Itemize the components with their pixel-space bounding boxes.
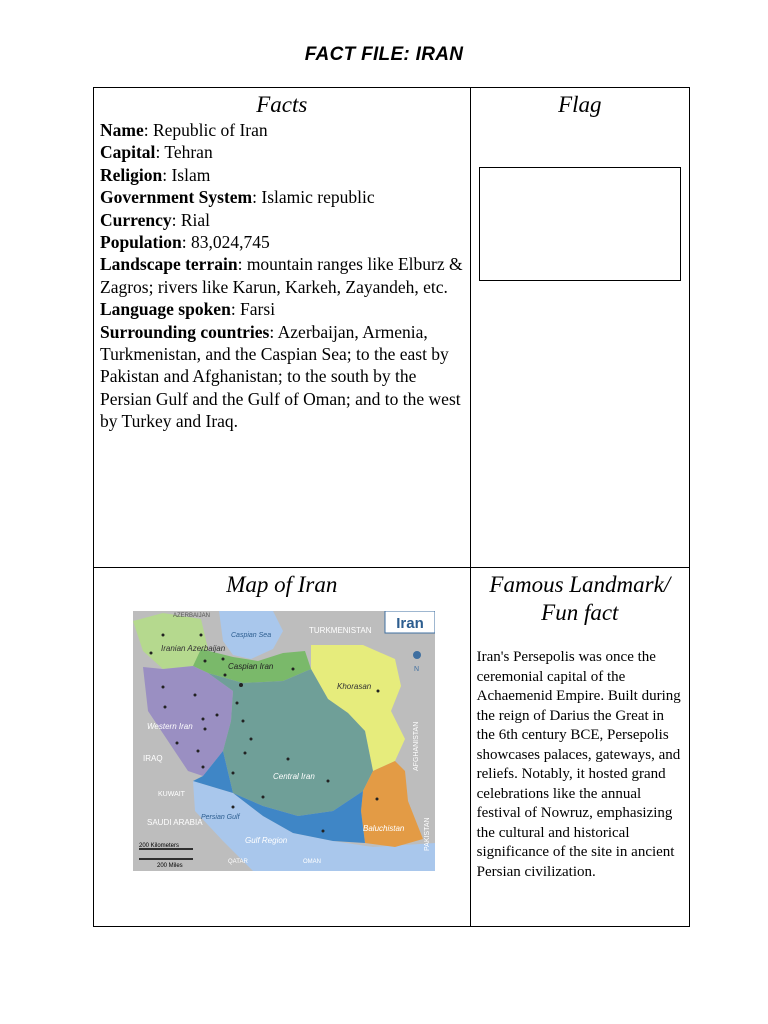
fact-name: Name: Republic of Iran [100, 120, 268, 140]
facts-list [94, 119, 470, 433]
iran-map-svg [133, 611, 435, 871]
map-label-khorasan: Khorasan [337, 682, 372, 691]
map-brand: Iran [396, 615, 424, 632]
map-label-iraq: IRAQ [143, 754, 163, 763]
map-label-central-iran: Central Iran [273, 772, 315, 781]
flag-heading: Flag [558, 92, 602, 117]
fact-capital: Capital: Tehran [100, 142, 213, 163]
facts-cell [94, 88, 471, 568]
map-label-western-iran: Western Iran [147, 722, 193, 731]
landmark-text: Iran's Persepolis was once the ceremonial capital of the Achaemenid Empire. Built during the reign of Darius the Great in the 6th century BCE, Persepolis showcases palaces, gateways, and reliefs. Notably, it hosted grand celebrations like the annual festival of Nowruz, emphasizing the cultural and historical significance of the site in ancient Persian civilization. [476, 649, 681, 880]
map-label-pakistan: PAKISTAN [424, 817, 431, 851]
map-heading: Map of Iran [226, 572, 338, 597]
fact-religion: Religion: Islam [100, 164, 211, 185]
svg-text:N: N [414, 666, 420, 673]
map-label-qatar: QATAR [228, 859, 248, 865]
map-image [133, 611, 435, 871]
landmark-cell [470, 568, 689, 927]
fact-table [93, 87, 690, 927]
landmark-heading: Famous Landmark/ Fun fact [489, 572, 671, 625]
map-scale-miles: 200 Miles [157, 863, 183, 869]
fact-surrounding: Surrounding countries: Azerbaijan, Armenia, Turkmenistan, and the Caspian Sea; to the east by Pakistan and Afghanistan; to the south by the Persian Gulf and the Gulf of Oman; and to the west by Turkey and Iraq. [100, 321, 461, 432]
map-scale-km: 200 Kilometers [139, 843, 180, 849]
document-title: FACT FILE: IRAN [304, 44, 464, 65]
fact-language: Language spoken: Farsi [100, 299, 276, 320]
map-label-persian-gulf: Persian Gulf [201, 814, 240, 821]
fact-government: Government System: Islamic republic [100, 187, 375, 208]
map-label-kuwait: KUWAIT [158, 791, 185, 798]
map-label-iranian-azerbaijan: Iranian Azerbaijan [161, 644, 226, 653]
facts-heading: Facts [256, 92, 308, 117]
map-label-azerbaijan: AZERBAIJAN [173, 613, 211, 619]
map-label-caspian-iran: Caspian Iran [228, 662, 274, 671]
flag-placeholder [479, 167, 681, 281]
map-label-afghanistan: AFGHANISTAN [413, 721, 420, 771]
map-label-gulf-region: Gulf Region [245, 836, 288, 845]
map-label-turkmenistan: TURKMENISTAN [309, 626, 372, 635]
map-label-saudi-arabia: SAUDI ARABIA [147, 818, 203, 827]
flag-cell [470, 88, 689, 568]
map-cell [94, 568, 471, 927]
fact-population: Population: 83,024,745 [100, 232, 270, 253]
map-label-baluchistan: Baluchistan [363, 824, 405, 833]
fact-currency: Currency: Rial [100, 209, 211, 230]
map-label-caspian-sea: Caspian Sea [231, 632, 272, 639]
map-label-oman: OMAN [303, 859, 321, 865]
fact-landscape: Landscape terrain: mountain ranges like Elburz & Zagros; rivers like Karun, Karkeh, Zayandeh, etc. [100, 254, 463, 297]
